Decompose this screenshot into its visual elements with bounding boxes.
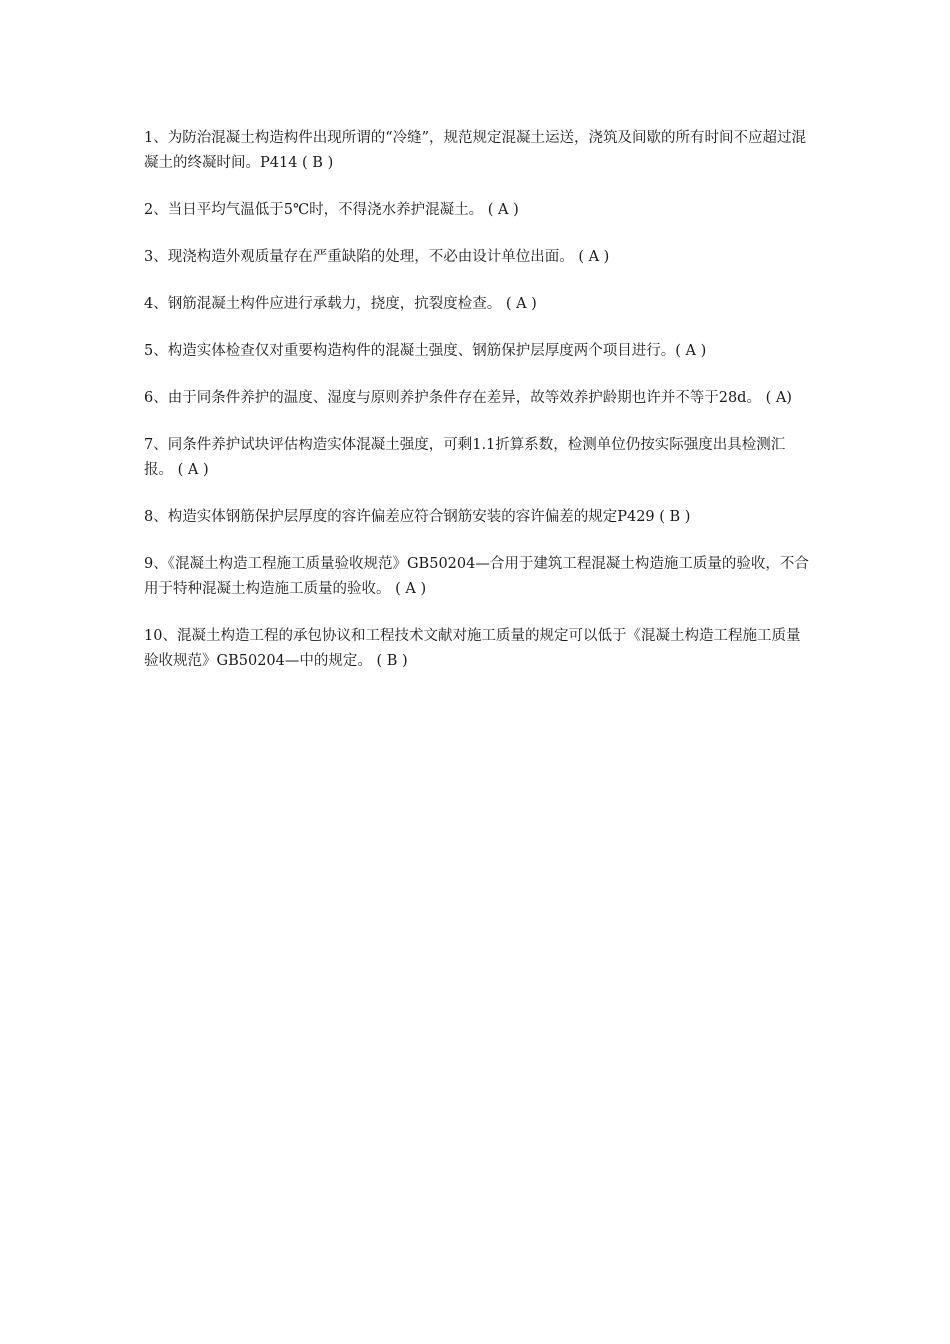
question-6: 6、由于同条件养护的温度、湿度与原则养护条件存在差异，故等效养护龄期也许并不等于28d。 ( A) bbox=[144, 390, 792, 406]
question-8: 8、构造实体钢筋保护层厚度的容许偏差应符合钢筋安装的容许偏差的规定P429 ( B ) bbox=[144, 509, 691, 525]
question-list bbox=[144, 126, 809, 696]
question-2: 2、当日平均气温低于5℃时，不得浇水养护混凝土。 ( A ) bbox=[144, 202, 519, 218]
question-1: 1、为防治混凝土构造构件出现所谓的“冷缝”，规范规定混凝土运送，浇筑及间歇的所有时间不应超过混凝土的终凝时间。P414 ( B ) bbox=[144, 130, 807, 171]
question-4: 4、钢筋混凝土构件应进行承载力，挠度，抗裂度检查。 ( A ) bbox=[144, 296, 537, 312]
question-9: 9、《混凝土构造工程施工质量验收规范》GB50204—合用于建筑工程混凝土构造施工质量的验收，不合用于特种混凝土构造施工质量的验收。 ( A ) bbox=[144, 556, 809, 597]
question-5: 5、构造实体检查仅对重要构造构件的混凝土强度、钢筋保护层厚度两个项目进行。( A ) bbox=[144, 343, 707, 359]
question-7: 7、同条件养护试块评估构造实体混凝土强度，可剩1.1折算系数，检测单位仍按实际强度出具检测汇报。 ( A ) bbox=[144, 437, 786, 478]
question-10: 10、混凝土构造工程的承包协议和工程技术文献对施工质量的规定可以低于《混凝土构造工程施工质量验收规范》GB50204—中的规定。 ( B ) bbox=[144, 628, 801, 669]
question-3: 3、现浇构造外观质量存在严重缺陷的处理，不必由设计单位出面。 ( A ) bbox=[144, 249, 610, 265]
